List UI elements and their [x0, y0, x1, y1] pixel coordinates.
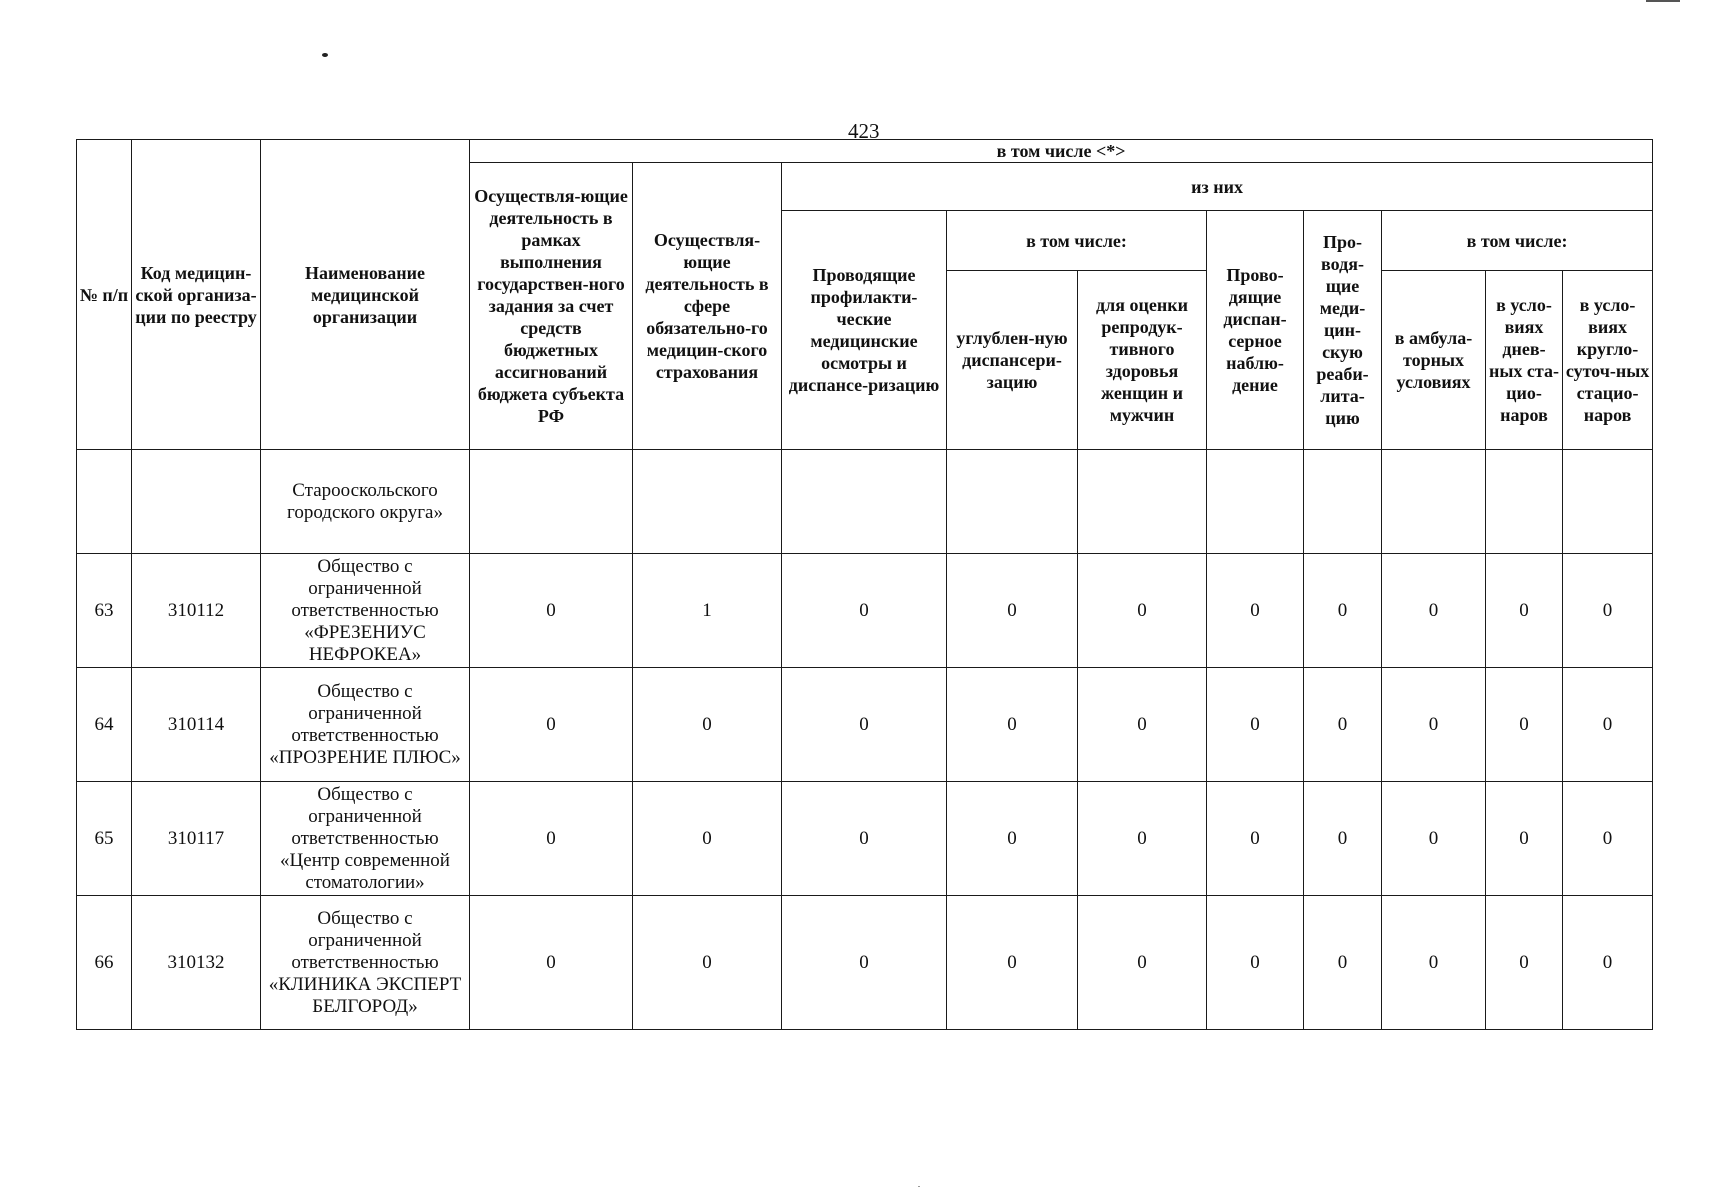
cell-budget: 0	[470, 782, 633, 896]
cell-empty	[77, 450, 132, 554]
header-rehab: Про-водя-щие меди-цин-скую реаби-лита-цию	[1304, 211, 1382, 450]
cell-round-clock: 0	[1563, 896, 1653, 1030]
header-name: Наименование медицинской организации	[261, 140, 470, 450]
cell-day-hospital: 0	[1486, 554, 1563, 668]
cell-round-clock: 0	[1563, 668, 1653, 782]
table-body	[77, 450, 1653, 1030]
cell-empty	[1486, 450, 1563, 554]
cell-ambulatory: 0	[1382, 668, 1486, 782]
cell-round-clock: 0	[1563, 554, 1653, 668]
cell-deep: 0	[947, 554, 1078, 668]
medical-organizations-table	[76, 139, 1653, 1030]
cell-prophylactic: 0	[782, 782, 947, 896]
scan-corner-mark	[1646, 0, 1680, 2]
header-budget: Осуществля-ющие деятельность в рамках выполнения государствен-ного задания за счет средств бюджетных ассигнований бюджета субъекта РФ	[470, 163, 633, 450]
table-row	[77, 668, 1653, 782]
cell-dispensary: 0	[1207, 668, 1304, 782]
cell-day-hospital: 0	[1486, 668, 1563, 782]
cell-code: 310114	[132, 668, 261, 782]
cell-reproductive: 0	[1078, 896, 1207, 1030]
cell-dispensary: 0	[1207, 554, 1304, 668]
cell-oms: 0	[633, 782, 782, 896]
cell-code: 310117	[132, 782, 261, 896]
cell-empty	[947, 450, 1078, 554]
header-dispensary: Прово-дящие диспан-серное наблю-дение	[1207, 211, 1304, 450]
cell-rehab: 0	[1304, 896, 1382, 1030]
cell-name: Общество с ограниченной ответственностью «ПРОЗРЕНИЕ ПЛЮС»	[261, 668, 470, 782]
page-number: 423	[848, 119, 880, 143]
cell-num: 66	[77, 896, 132, 1030]
scan-speck	[918, 1186, 920, 1187]
cell-prophylactic: 0	[782, 896, 947, 1030]
header-ambulatory: в амбула-торных условиях	[1382, 271, 1486, 450]
header-oms: Осуществля-ющие деятельность в сфере обязательно-го медицин-ского страхования	[633, 163, 782, 450]
cell-dispensary: 0	[1207, 896, 1304, 1030]
continuation-row	[77, 450, 1653, 554]
cell-code: 310112	[132, 554, 261, 668]
cell-deep: 0	[947, 896, 1078, 1030]
cell-rehab: 0	[1304, 554, 1382, 668]
cell-reproductive: 0	[1078, 668, 1207, 782]
cell-dispensary: 0	[1207, 782, 1304, 896]
table-header	[77, 140, 1653, 450]
cell-num: 64	[77, 668, 132, 782]
cell-empty	[132, 450, 261, 554]
header-round-clock: в усло-виях кругло-суточ-ных стацио-наров	[1563, 271, 1653, 450]
cell-reproductive: 0	[1078, 782, 1207, 896]
cell-oms: 1	[633, 554, 782, 668]
cell-prophylactic: 0	[782, 668, 947, 782]
header-including: в том числе <*>	[470, 140, 1653, 163]
cell-ambulatory: 0	[1382, 896, 1486, 1030]
cell-deep: 0	[947, 782, 1078, 896]
cell-code: 310132	[132, 896, 261, 1030]
cell-empty	[633, 450, 782, 554]
scan-dot	[322, 53, 328, 57]
header-prophylactic: Проводящие профилакти-ческие медицинские осмотры и диспансе-ризацию	[782, 211, 947, 450]
cell-name: Общество с ограниченной ответственностью «ФРЕЗЕНИУС НЕФРОКЕА»	[261, 554, 470, 668]
cell-rehab: 0	[1304, 782, 1382, 896]
table-row	[77, 554, 1653, 668]
cell-empty	[470, 450, 633, 554]
cell-round-clock: 0	[1563, 782, 1653, 896]
table-row	[77, 896, 1653, 1030]
cell-empty	[1078, 450, 1207, 554]
cell-oms: 0	[633, 896, 782, 1030]
header-including-1: в том числе:	[947, 211, 1207, 271]
cell-empty	[1207, 450, 1304, 554]
cell-deep: 0	[947, 668, 1078, 782]
header-num: № п/п	[77, 140, 132, 450]
header-reproductive: для оценки репродук-тивного здоровья женщин и мужчин	[1078, 271, 1207, 450]
cell-day-hospital: 0	[1486, 782, 1563, 896]
cell-num: 63	[77, 554, 132, 668]
cell-num: 65	[77, 782, 132, 896]
cell-empty	[1382, 450, 1486, 554]
cell-empty	[782, 450, 947, 554]
cell-budget: 0	[470, 896, 633, 1030]
cell-ambulatory: 0	[1382, 782, 1486, 896]
cell-empty	[1563, 450, 1653, 554]
cell-name-continuation: Старооскольского городского округа»	[261, 450, 470, 554]
table-row	[77, 782, 1653, 896]
cell-ambulatory: 0	[1382, 554, 1486, 668]
cell-name: Общество с ограниченной ответственностью «КЛИНИКА ЭКСПЕРТ БЕЛГОРОД»	[261, 896, 470, 1030]
cell-reproductive: 0	[1078, 554, 1207, 668]
cell-name: Общество с ограниченной ответственностью «Центр современной стоматологии»	[261, 782, 470, 896]
cell-budget: 0	[470, 668, 633, 782]
cell-oms: 0	[633, 668, 782, 782]
cell-budget: 0	[470, 554, 633, 668]
header-including-2: в том числе:	[1382, 211, 1653, 271]
cell-rehab: 0	[1304, 668, 1382, 782]
cell-prophylactic: 0	[782, 554, 947, 668]
header-day-hospital: в усло-виях днев-ных ста-цио-наров	[1486, 271, 1563, 450]
header-of-them: из них	[782, 163, 1653, 211]
header-code: Код медицин-ской организа-ции по реестру	[132, 140, 261, 450]
cell-day-hospital: 0	[1486, 896, 1563, 1030]
cell-empty	[1304, 450, 1382, 554]
header-deep: углублен-ную диспансери-зацию	[947, 271, 1078, 450]
